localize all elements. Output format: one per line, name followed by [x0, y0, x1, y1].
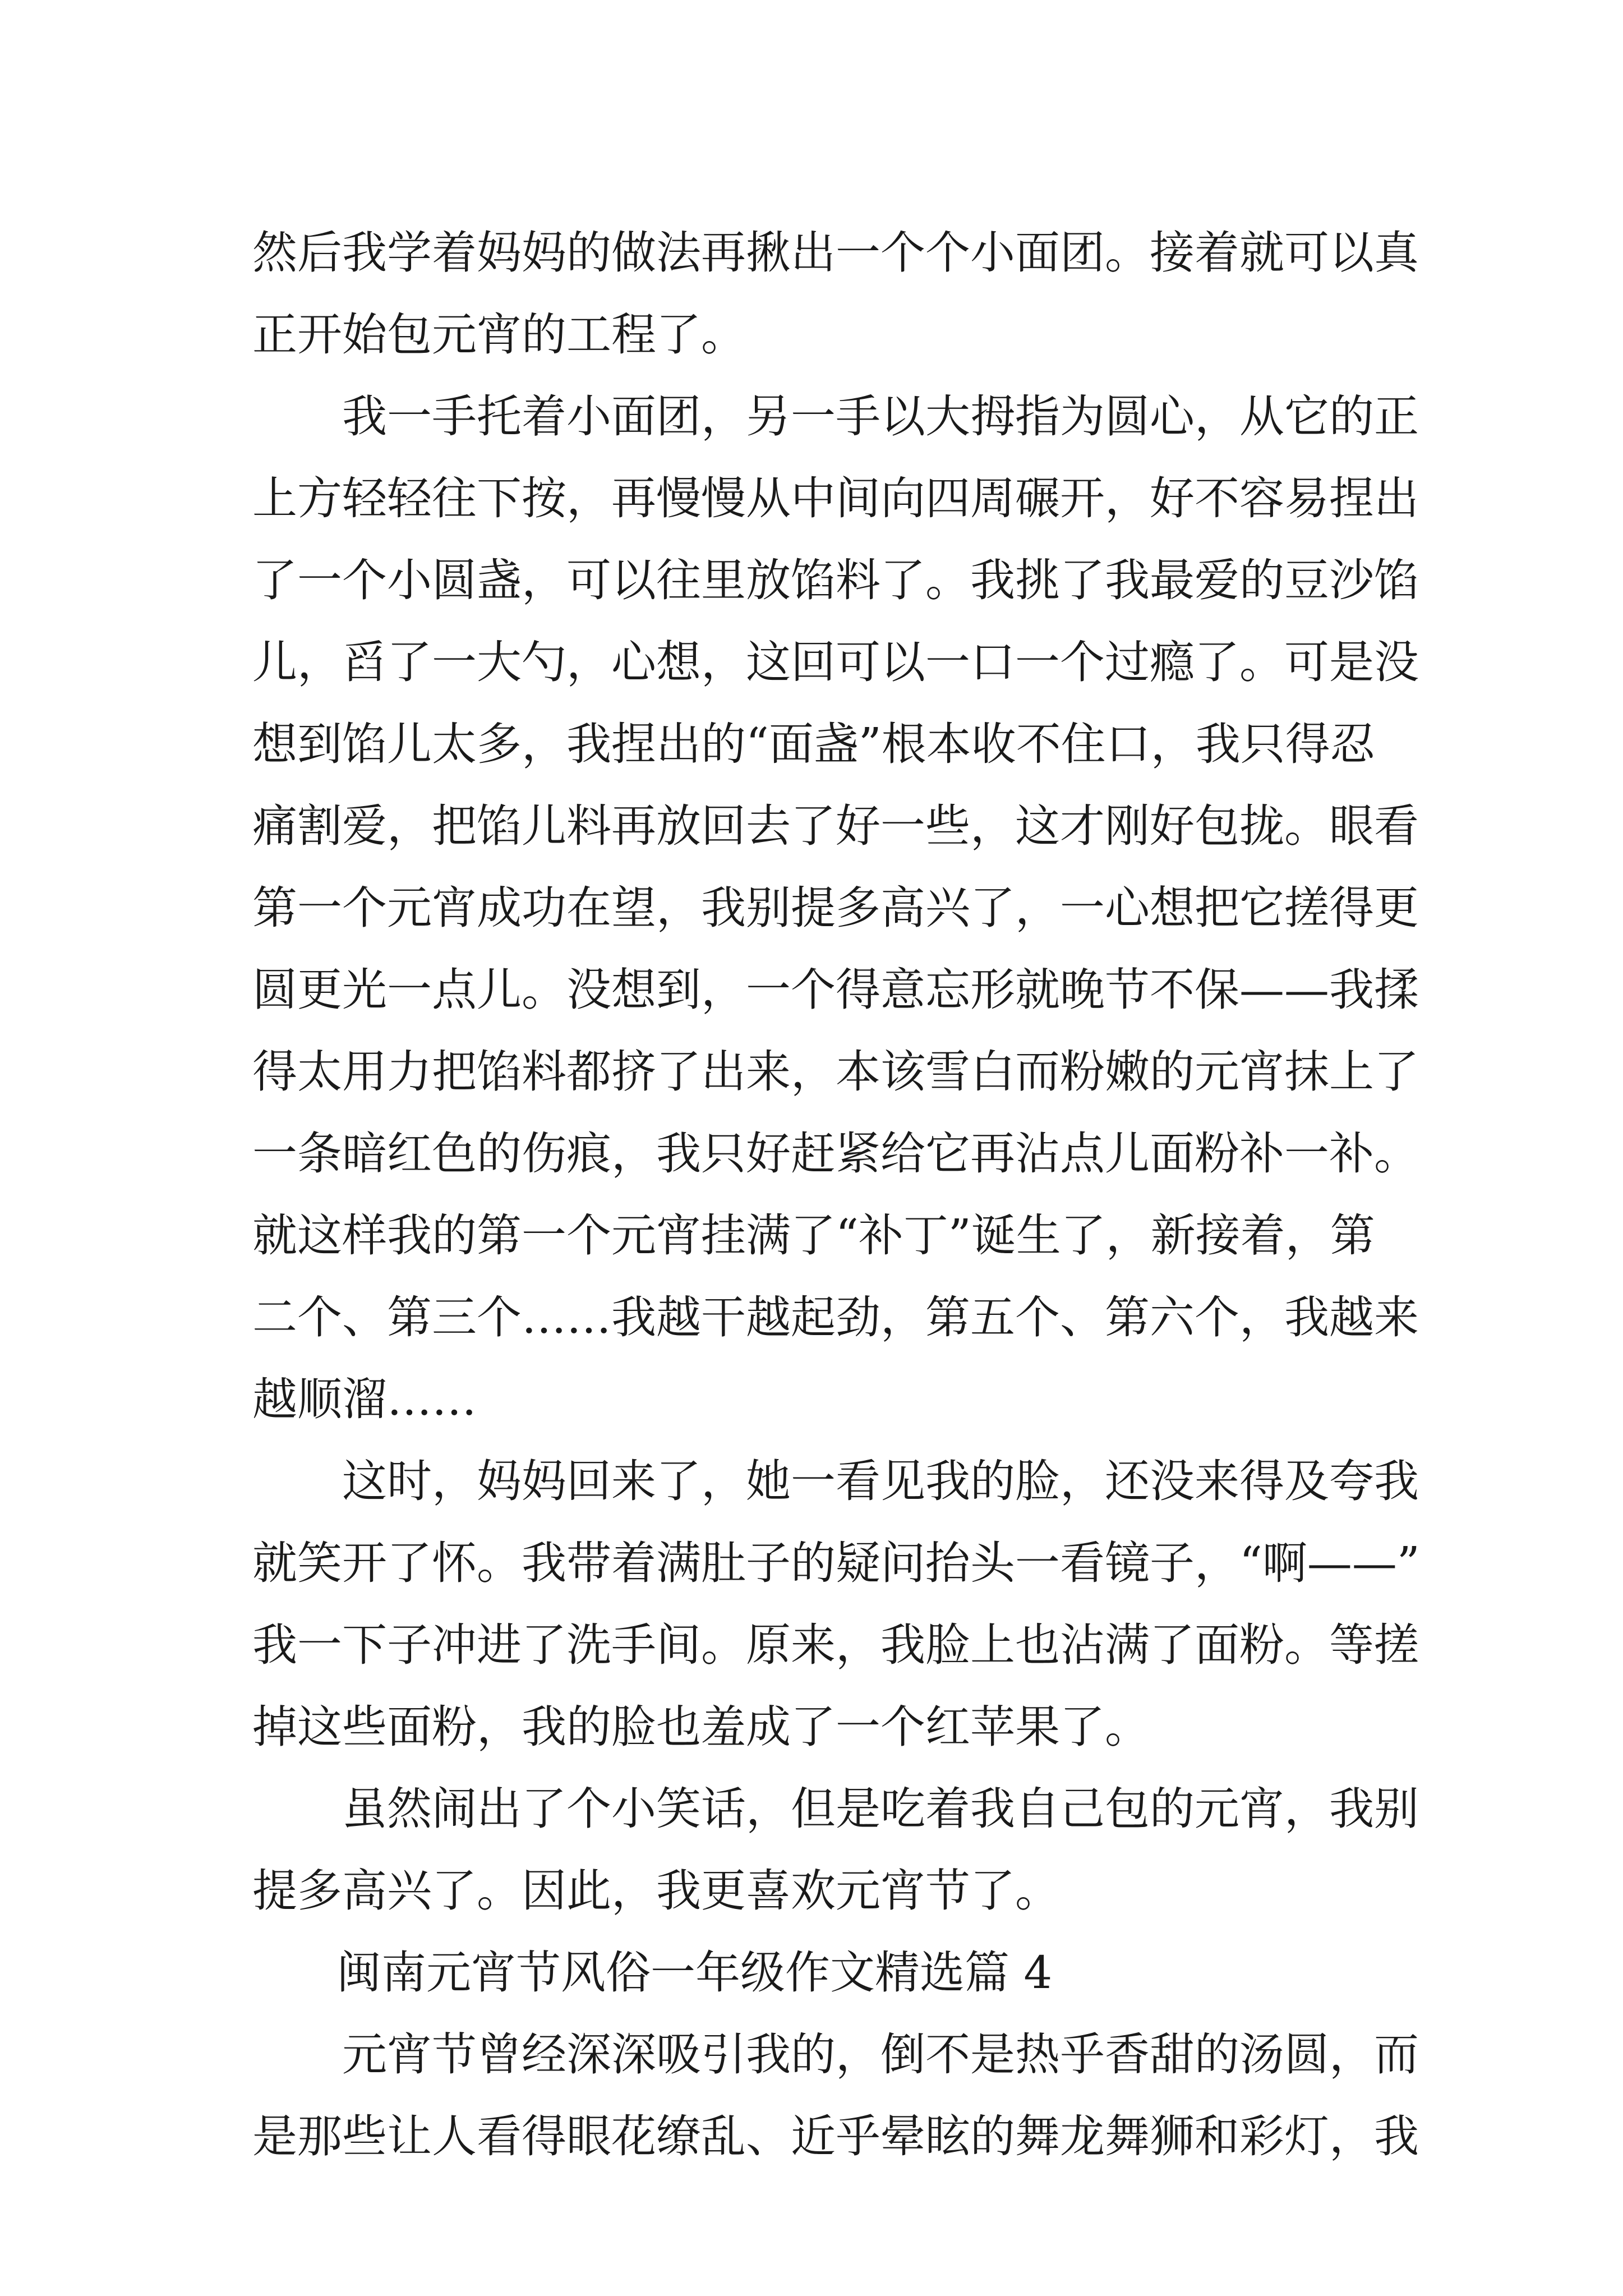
text-line: 是那些让人看得眼花缭乱、近乎晕眩的舞龙舞狮和彩灯，我: [252, 2110, 1419, 2162]
text-line: 痛割爱，把馅儿料再放回去了好一些，这才刚好包拢。眼看: [252, 800, 1419, 852]
section-heading: 闽南元宵节风俗一年级作文精选篇 4: [336, 1947, 1053, 1999]
paragraph-first-line: 元宵节曾经深深吸引我的，倒不是热乎香甜的汤圆，而: [342, 2028, 1419, 2081]
text-line: 掉这些面粉，我的脸也羞成了一个红苹果了。: [252, 1701, 1150, 1753]
text-line: 越顺溜……: [252, 1373, 477, 1425]
document-body: [252, 212, 1420, 2178]
text-line: 就这样我的第一个元宵挂满了“补丁”诞生了，新接着，第: [252, 1209, 1375, 1262]
text-line: 二个、第三个……我越干越起劲，第五个、第六个，我越来: [252, 1291, 1419, 1343]
text-line: 想到馅儿太多，我捏出的“面盏”根本收不住口，我只得忍: [252, 718, 1375, 770]
text-line: 提多高兴了。因此，我更喜欢元宵节了。: [252, 1865, 1060, 1917]
paragraph-first-line: 这时，妈妈回来了，她一看见我的脸，还没来得及夸我: [342, 1455, 1419, 1507]
text-line: 然后我学着妈妈的做法再揪出一个个小面团。接着就可以真: [252, 227, 1419, 279]
text-line: 一条暗红色的伤痕，我只好赶紧给它再沾点儿面粉补一补。: [252, 1128, 1419, 1180]
paragraph-first-line: 虽然闹出了个小笑话，但是吃着我自己包的元宵，我别: [342, 1783, 1419, 1835]
text-line: 上方轻轻往下按，再慢慢从中间向四周碾开，好不容易捏出: [252, 472, 1419, 524]
text-line: 圆更光一点儿。没想到，一个得意忘形就晚节不保——我揉: [252, 964, 1419, 1016]
text-line: 儿，舀了一大勺，心想，这回可以一口一个过瘾了。可是没: [252, 636, 1419, 688]
text-line: 了一个小圆盏，可以往里放馅料了。我挑了我最爱的豆沙馅: [252, 554, 1419, 606]
text-line: 得太用力把馅料都挤了出来，本该雪白而粉嫩的元宵抹上了: [252, 1046, 1419, 1098]
paragraph-first-line: 我一手托着小面团，另一手以大拇指为圆心，从它的正: [342, 390, 1419, 443]
text-line: 我一下子冲进了洗手间。原来，我脸上也沾满了面粉。等搓: [252, 1619, 1419, 1671]
text-line: 正开始包元宵的工程了。: [252, 309, 746, 361]
text-line: 第一个元宵成功在望，我别提多高兴了，一心想把它搓得更: [252, 882, 1419, 934]
text-line: 就笑开了怀。我带着满肚子的疑问抬头一看镜子，“啊——”: [252, 1537, 1420, 1589]
